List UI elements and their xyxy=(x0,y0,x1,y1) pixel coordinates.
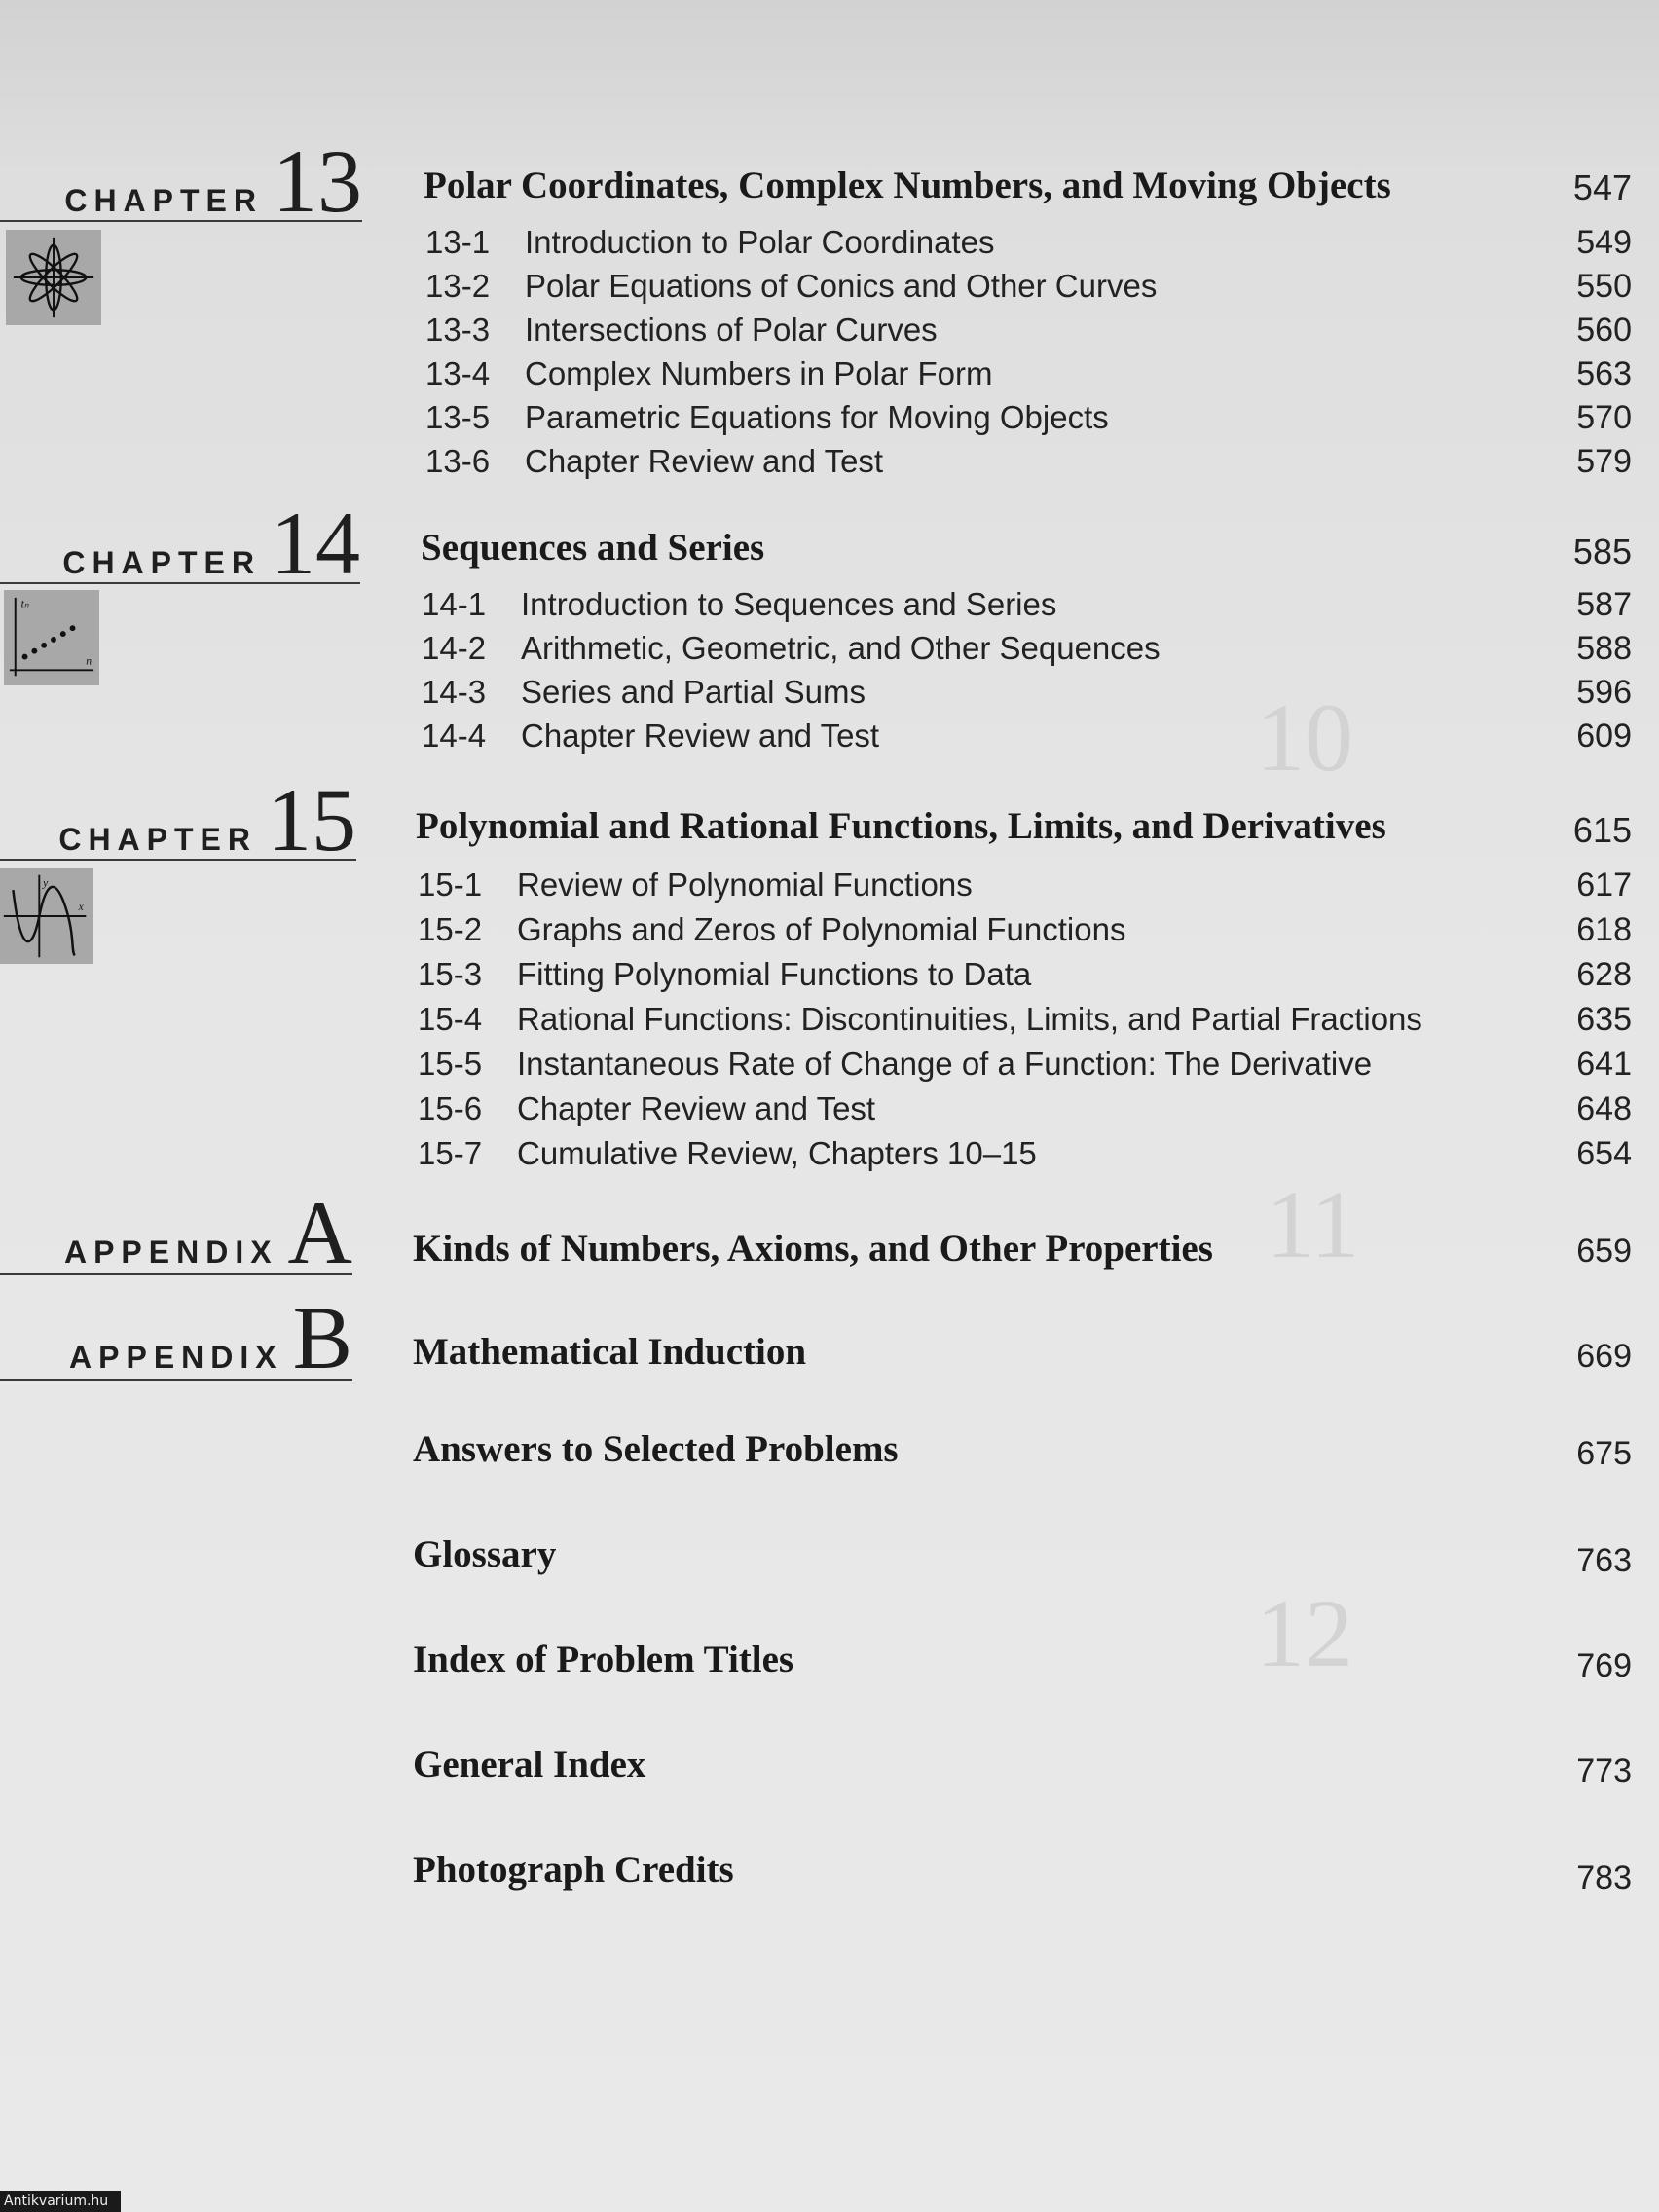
toc-section-row[interactable]: 15-6 Chapter Review and Test xyxy=(418,1090,876,1126)
section-page: 641 xyxy=(1576,1046,1632,1083)
back-matter-page: 783 xyxy=(1576,1860,1632,1897)
back-matter-page: 773 xyxy=(1576,1752,1632,1789)
appendix-page-b: 669 xyxy=(1576,1338,1632,1375)
chapter-label-15: CHAPTER 15 xyxy=(0,775,356,861)
appendix-title-a[interactable]: Kinds of Numbers, Axioms, and Other Properties xyxy=(413,1228,1213,1270)
toc-section-row[interactable]: 15-7 Cumulative Review, Chapters 10–15 xyxy=(418,1135,1037,1171)
bleed-through-11: 11 xyxy=(1266,1170,1360,1278)
chapter-label-13: CHAPTER 13 xyxy=(0,136,362,222)
section-page: 628 xyxy=(1576,956,1632,993)
section-page: 648 xyxy=(1576,1090,1632,1127)
back-matter-glossary[interactable]: Glossary xyxy=(413,1533,557,1575)
svg-text:n: n xyxy=(86,654,92,668)
toc-section-row[interactable]: 15-2 Graphs and Zeros of Polynomial Functions xyxy=(418,911,1126,947)
toc-section-row[interactable]: 13-2 Polar Equations of Conics and Other Curves xyxy=(425,268,1158,304)
toc-section-row[interactable]: 15-3 Fitting Polynomial Functions to Data xyxy=(418,956,1032,992)
toc-section-row[interactable]: 13-6 Chapter Review and Test xyxy=(425,443,884,479)
section-page: 587 xyxy=(1576,586,1632,623)
toc-section-row[interactable]: 13-5 Parametric Equations for Moving Objects xyxy=(425,399,1109,435)
svg-text:y: y xyxy=(43,877,49,890)
toc-section-row[interactable]: 15-5 Instantaneous Rate of Change of a Function: The Derivative xyxy=(418,1046,1373,1082)
section-page: 596 xyxy=(1576,674,1632,711)
bleed-through-10: 10 xyxy=(1256,683,1353,792)
polynomial-graph-icon xyxy=(0,868,93,964)
section-page: 560 xyxy=(1576,312,1632,349)
back-matter-general-index[interactable]: General Index xyxy=(413,1744,646,1786)
polar-rose-icon xyxy=(6,230,101,325)
bleed-through-12: 12 xyxy=(1256,1579,1353,1687)
watermark: Antikvarium.hu xyxy=(0,2191,121,2212)
section-page: 550 xyxy=(1576,268,1632,305)
chapter-title-15[interactable]: Polynomial and Rational Functions, Limits, and Derivatives xyxy=(416,805,1386,847)
appendix-title-b[interactable]: Mathematical Induction xyxy=(413,1331,807,1373)
back-matter-index-problem-titles[interactable]: Index of Problem Titles xyxy=(413,1639,794,1680)
section-page: 654 xyxy=(1576,1135,1632,1172)
toc-section-row[interactable]: 14-4 Chapter Review and Test xyxy=(422,718,880,754)
svg-text:tₙ: tₙ xyxy=(20,597,29,610)
toc-section-row[interactable]: 14-3 Series and Partial Sums xyxy=(422,674,866,710)
section-page: 549 xyxy=(1576,224,1632,261)
back-matter-page: 763 xyxy=(1576,1542,1632,1579)
toc-section-row[interactable]: 13-3 Intersections of Polar Curves xyxy=(425,312,938,348)
section-page: 579 xyxy=(1576,443,1632,480)
svg-text:x: x xyxy=(78,902,84,914)
section-page: 609 xyxy=(1576,718,1632,755)
section-page: 570 xyxy=(1576,399,1632,436)
toc-section-row[interactable]: 14-1 Introduction to Sequences and Series xyxy=(422,586,1057,622)
chapter-title-13[interactable]: Polar Coordinates, Complex Numbers, and Moving Objects xyxy=(424,165,1391,206)
toc-section-row[interactable]: 13-1 Introduction to Polar Coordinates xyxy=(425,224,995,260)
section-page: 617 xyxy=(1576,866,1632,903)
appendix-label-b: APPENDIX B xyxy=(0,1293,352,1381)
toc-section-row[interactable]: 14-2 Arithmetic, Geometric, and Other Sequences xyxy=(422,630,1161,666)
appendix-page-a: 659 xyxy=(1576,1233,1632,1270)
section-page: 588 xyxy=(1576,630,1632,667)
back-matter-answers[interactable]: Answers to Selected Problems xyxy=(413,1428,899,1470)
appendix-label-a: APPENDIX A xyxy=(0,1188,352,1275)
chapter-label-14: CHAPTER 14 xyxy=(0,498,360,584)
toc-section-row[interactable]: 15-4 Rational Functions: Discontinuities, Limits, and Partial Fractions xyxy=(418,1001,1422,1037)
back-matter-page: 675 xyxy=(1576,1435,1632,1472)
chapter-title-14[interactable]: Sequences and Series xyxy=(421,527,765,569)
sequence-plot-icon xyxy=(4,590,99,685)
toc-section-row[interactable]: 13-4 Complex Numbers in Polar Form xyxy=(425,355,993,391)
toc-section-row[interactable]: 15-1 Review of Polynomial Functions xyxy=(418,866,973,903)
back-matter-page: 769 xyxy=(1576,1647,1632,1684)
chapter-page-14: 585 xyxy=(1572,532,1632,571)
chapter-page-15: 615 xyxy=(1572,810,1632,850)
back-matter-photo-credits[interactable]: Photograph Credits xyxy=(413,1849,734,1891)
chapter-page-13: 547 xyxy=(1572,167,1632,207)
section-page: 635 xyxy=(1576,1001,1632,1038)
section-page: 563 xyxy=(1576,355,1632,392)
section-page: 618 xyxy=(1576,911,1632,948)
